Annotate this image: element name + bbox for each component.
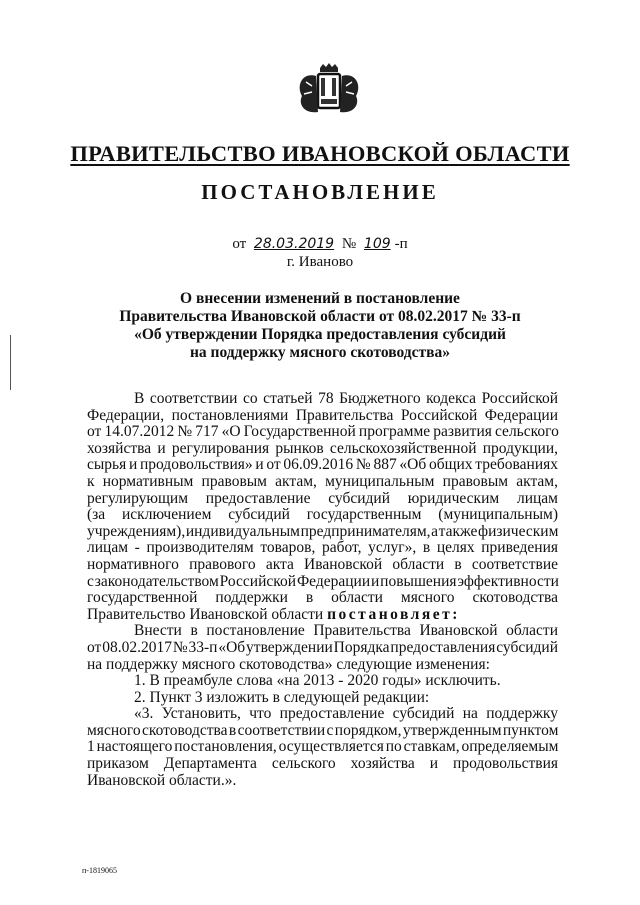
body-line-text: В соответствии со статьей 78 Бюджетного кодекса Российской bbox=[134, 390, 558, 407]
body-line-text: Внести в постановление Правительства Ивановской области bbox=[134, 622, 558, 640]
coat-of-arms-emblem bbox=[292, 62, 366, 118]
body-line bbox=[87, 474, 558, 491]
document-type: ПОСТАНОВЛЕНИЕ bbox=[201, 180, 439, 204]
body-line bbox=[87, 739, 558, 756]
body-line-text: приказом Департамента сельского хозяйства и продовольствия bbox=[87, 755, 558, 773]
body-line bbox=[87, 723, 558, 740]
body-line bbox=[87, 408, 558, 425]
body-line-text: сырья и продовольствия» и от 06.09.2016 № 887 «Об общих требованиях bbox=[87, 456, 558, 474]
decree-subject: О внесении изменений в постановление Правительства Ивановской области от 08.02.2017 № 33-п «Об утверждении Порядка предоставления субсидий на поддержку мясного скотоводства» bbox=[119, 290, 521, 361]
body-line-text: 2. Пункт 3 изложить в следующей редакции: bbox=[134, 688, 430, 706]
body-line-text: учреждениям), индивидуальным предпринимателям, а также физическим bbox=[87, 522, 559, 540]
body-line bbox=[87, 441, 558, 458]
body-line bbox=[87, 640, 558, 657]
decree-date: 28.03.2019 bbox=[253, 236, 335, 252]
body-line bbox=[87, 773, 558, 790]
body-line-text: с законодательством Российской Федерации и повышения эффективности bbox=[87, 572, 559, 590]
body-line-text: государственной поддержки в области мясного скотоводства bbox=[87, 589, 558, 607]
body-line bbox=[87, 607, 558, 624]
body-line-text: от 08.02.2017 № 33-п «Об утверждении Порядка предоставления субсидий bbox=[87, 638, 558, 656]
body-line bbox=[87, 574, 558, 591]
body-line bbox=[87, 540, 558, 557]
document-code: п-1819065 bbox=[82, 866, 117, 875]
body-line-text: (за исключением субсидий государственным (муниципальным) bbox=[87, 506, 558, 524]
body-line bbox=[87, 623, 558, 640]
body-line bbox=[87, 507, 558, 524]
city: г. Иваново bbox=[286, 254, 354, 270]
body-line-text: мясного скотоводства в соответствии с порядком, утвержденным пунктом bbox=[87, 721, 559, 739]
government-title: ПРАВИТЕЛЬСТВО ИВАНОВСКОЙ ОБЛАСТИ bbox=[70, 141, 570, 166]
body-line bbox=[87, 590, 558, 607]
body-line-text: Федерации, постановлениями Правительства Российской Федерации bbox=[87, 406, 558, 424]
resolves-keyword: постановляет: bbox=[327, 605, 460, 623]
body-line bbox=[87, 756, 558, 773]
body-line bbox=[87, 657, 558, 674]
body-line bbox=[87, 457, 558, 474]
body-line bbox=[87, 557, 558, 574]
body-line-text: нормативного правового акта Ивановской области в соответствие bbox=[87, 555, 558, 573]
body-line bbox=[87, 424, 558, 441]
decree-body bbox=[87, 391, 558, 789]
body-line-text: на поддержку мясного скотоводства» следующие изменения: bbox=[87, 655, 490, 673]
decree-number: 109 bbox=[363, 236, 391, 252]
body-line-text: «3. Установить, что предоставление субсидий на поддержку bbox=[134, 705, 558, 723]
date-number-line: от 28.03.2019 № 109 -п bbox=[232, 236, 408, 252]
body-line bbox=[87, 391, 558, 408]
body-line bbox=[87, 690, 558, 707]
body-line bbox=[87, 673, 558, 690]
body-line-text: 1. В преамбуле слова «на 2013 - 2020 годы» исключить. bbox=[134, 672, 501, 690]
body-line-text: от 14.07.2012 № 717 «О Государственной программе развития сельского bbox=[87, 423, 559, 441]
body-line-text: хозяйства и регулирования рынков сельскохозяйственной продукции, bbox=[87, 439, 558, 457]
body-line bbox=[87, 706, 558, 723]
body-line-text: 1 настоящего постановления, осуществляется по ставкам, определяемым bbox=[87, 738, 559, 756]
body-line bbox=[87, 491, 558, 508]
body-line-text: к нормативным правовым актам, муниципальным правовым актам, bbox=[87, 472, 558, 490]
body-line-text: Ивановской области.». bbox=[87, 771, 237, 789]
body-line-text: регулирующим предоставление субсидий юридическим лицам bbox=[87, 489, 558, 507]
body-line bbox=[87, 524, 558, 541]
body-line-text: лицам - производителям товаров, работ, услуг», в целях приведения bbox=[87, 539, 558, 557]
body-line-text: Правительство Ивановской области bbox=[87, 605, 328, 623]
